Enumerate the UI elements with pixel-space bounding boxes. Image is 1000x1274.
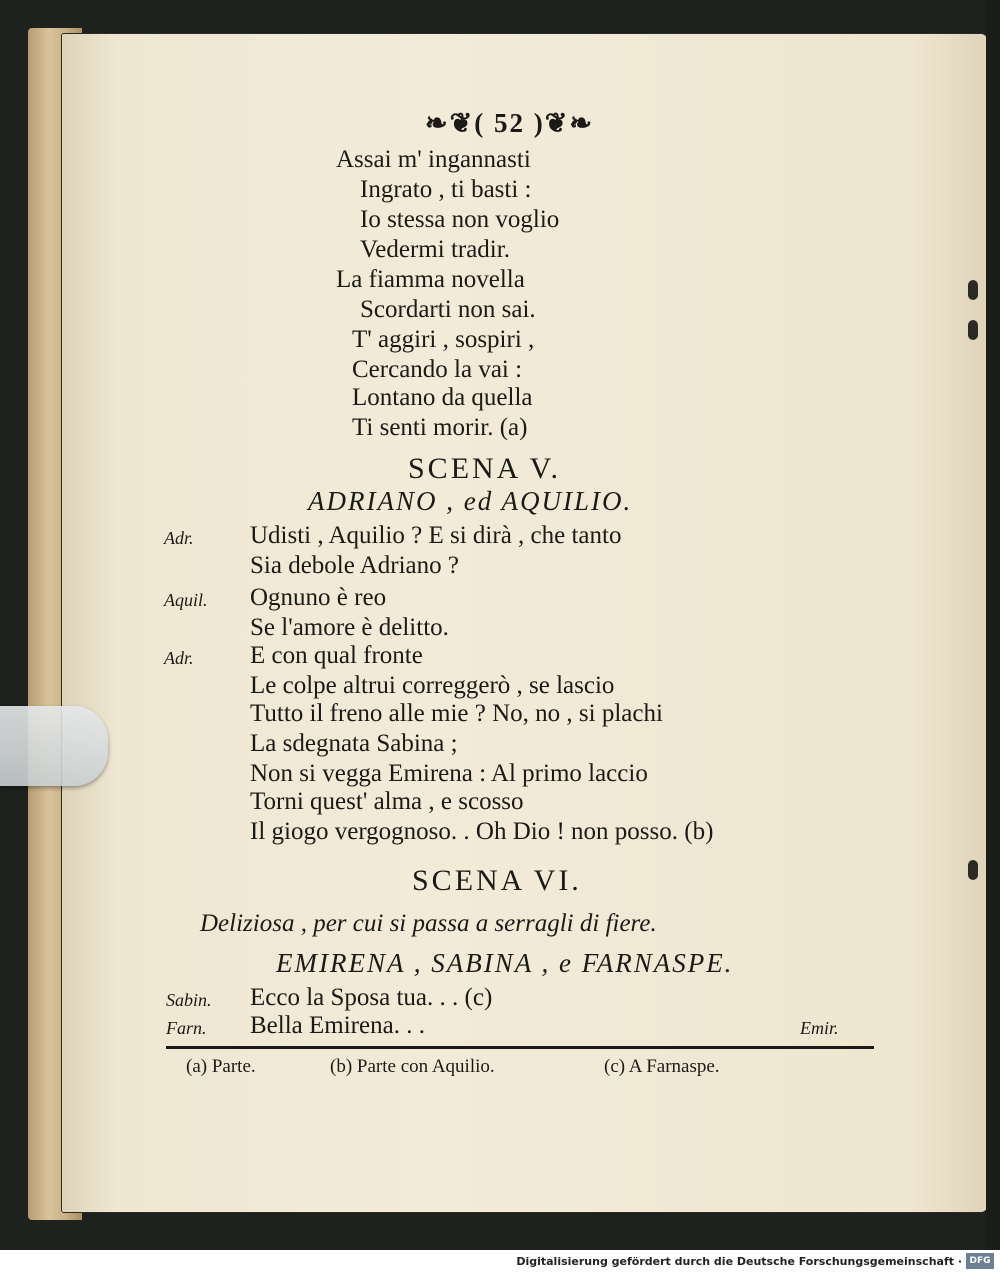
bookmark-clip — [0, 706, 108, 786]
dialogue-line: Tutto il freno alle mie ? No, no , si plachi — [250, 700, 663, 727]
aria-line: T' aggiri , sospiri , — [352, 326, 535, 353]
dialogue-line: Sia debole Adriano ? — [250, 552, 459, 579]
binding-strip — [986, 0, 1000, 1250]
footnote: (c) A Farnaspe. — [604, 1056, 720, 1077]
dialogue-line: Ecco la Sposa tua. . . (c) — [250, 984, 493, 1011]
dialogue-line: Bella Emirena. . . — [250, 1012, 425, 1039]
aria-line: Lontano da quella — [352, 384, 533, 411]
scene-title: SCENA VI. — [412, 864, 582, 897]
page-number: ( 52 ) — [474, 108, 545, 138]
dialogue-line: Udisti , Aquilio ? E si dirà , che tanto — [250, 522, 622, 549]
page-header — [425, 108, 594, 139]
dialogue-line: Ognuno è reo — [250, 584, 387, 611]
aria-line: Io stessa non voglio — [360, 206, 560, 233]
dialogue-line: Le colpe altrui correggerò , se lascio — [250, 672, 615, 699]
aria-line: Scordarti non sai. — [360, 296, 536, 323]
aria-line: Ti senti morir. (a) — [352, 414, 528, 441]
dialogue-line: E con qual fronte — [250, 642, 423, 669]
aria-line: La fiamma novella — [336, 266, 525, 293]
scene-title: SCENA V. — [408, 452, 561, 485]
scene-cast: EMIRENA , SABINA , e FARNASPE. — [276, 948, 734, 978]
aria-line: Ingrato , ti basti : — [360, 176, 532, 203]
dialogue-line: Il giogo vergognoso. . Oh Dio ! non posso. (b) — [250, 818, 714, 845]
ornament-left-icon: ❧❦ — [425, 108, 475, 138]
aria-line: Vedermi tradir. — [360, 236, 510, 263]
speaker-label: Farn. — [166, 1018, 207, 1038]
speaker-label: Adr. — [164, 648, 194, 668]
footnote: (b) Parte con Aquilio. — [330, 1056, 495, 1077]
stage-direction: Deliziosa , per cui si passa a serragli di fiere. — [200, 910, 657, 937]
dfg-logo: DFG — [966, 1253, 994, 1269]
catchword: Emir. — [800, 1018, 839, 1038]
dialogue-line: Non si vegga Emirena : Al primo laccio — [250, 760, 648, 787]
scene-cast: ADRIANO , ed AQUILIO. — [308, 486, 633, 516]
speaker-label: Sabin. — [166, 990, 212, 1010]
binding-stitch — [968, 280, 978, 300]
footnote-rule — [166, 1046, 874, 1049]
aria-line: Assai m' ingannasti — [336, 146, 531, 173]
speaker-label: Aquil. — [164, 590, 208, 610]
dialogue-line: La sdegnata Sabina ; — [250, 730, 458, 757]
digitization-credit: Digitalisierung gefördert durch die Deutsche Forschungsgemeinschaft · — [516, 1255, 962, 1268]
binding-stitch — [968, 320, 978, 340]
footnote: (a) Parte. — [186, 1056, 256, 1077]
ornament-right-icon: ❦❧ — [544, 108, 594, 138]
aria-line: Cercando la vai : — [352, 356, 523, 383]
binding-stitch — [968, 860, 978, 880]
dialogue-line: Torni quest' alma , e scosso — [250, 788, 524, 815]
dialogue-line: Se l'amore è delitto. — [250, 614, 449, 641]
speaker-label: Adr. — [164, 528, 194, 548]
